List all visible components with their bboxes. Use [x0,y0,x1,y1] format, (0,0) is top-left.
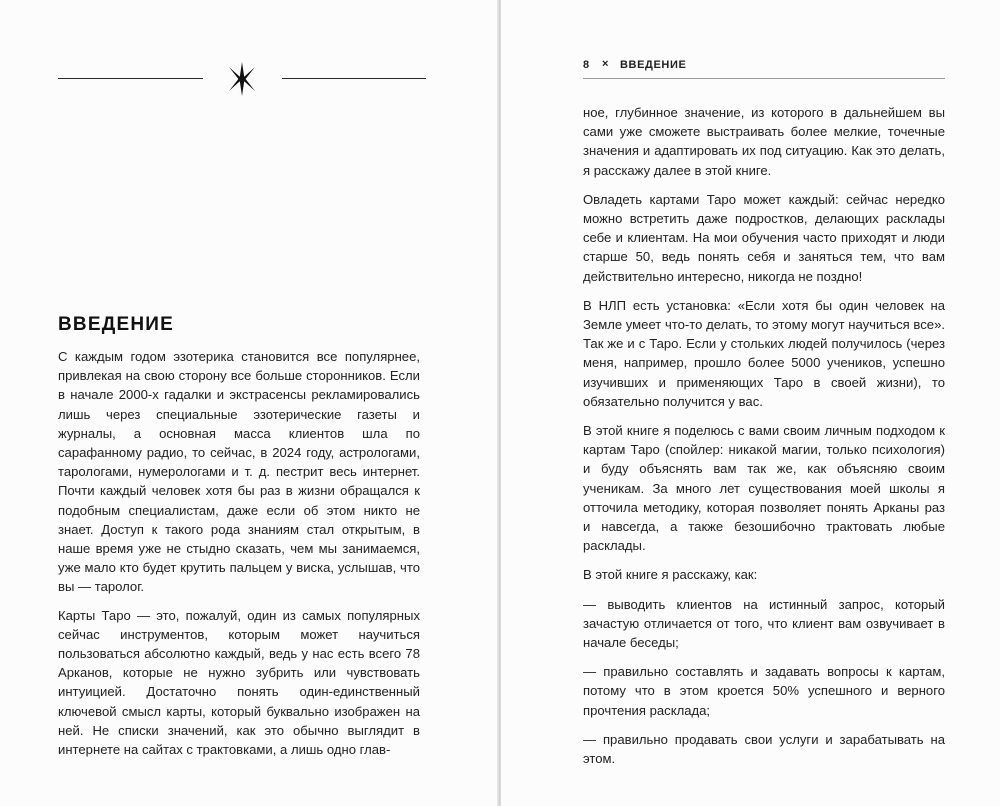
list-item: — выводить клиентов на истинный запрос, который зачастую отличается от того, что клиент вам озвучивает в начале беседы; [583,596,945,651]
chapter-title: ВВЕДЕНИЕ [58,314,174,335]
page-number: 8 [583,59,590,71]
paragraph: С каждым годом эзотерика становится все популярнее, привлекая на свою сторону все больше сторонников. Если в начале 2000-х гадалки и экстрасенсы рекламировались лишь через специальные эзотерические газеты и журналы, а основная масса клиентов шла по сарафанному радио, то сейчас, в 2024 году, астрологами, тарологами, нумерологами и т. д. пестрит весь интернет. Почти каждый человек хотя бы раз в жизни обращался к подобным специалистам, даже если об этом никто не знает. Доступ к такого рода знаниям стал открытым, в наше время уже не стыдно сказать, чем мы занимаемся, уже мало кто будет крутить пальцем у виска, услышав, что вы — таролог. [58,349,420,595]
chapter-ornament [58,62,426,96]
running-header [583,58,945,79]
paragraph: В этой книге я расскажу, как: [583,567,758,583]
left-page [0,0,499,806]
list-item: — правильно составлять и задавать вопросы к картам, потому что в этом кроется 50% успешного и верного прочтения расклада; [583,664,945,718]
paragraph: Карты Таро — это, пожалуй, один из самых популярных сейчас инструментов, которым может научиться пользоваться абсолютно каждый, ведь у нас есть всего 78 Арканов, которые не нужно зубрить или чувствовать интуицией. Достаточно понять один-единственный ключевой смысл карты, который буквально изображен на ней. Не списки значений, как это обычно выглядит в интернете на сайтах с трактовками, а лишь одно глав- [58,607,420,758]
left-body-text [58,347,420,768]
paragraph: В НЛП есть установка: «Если хотя бы один человек на Земле умеет что-то делать, то этому могут научиться все». Так же и с Таро. Если у стольких людей получилось (через меня, например, прошло более 5000 учеников, успешно изучивших и применяющих Таро в своей жизни), то обязательно получится у вас. [583,297,945,409]
ornament-rule-right [282,78,426,79]
paragraph: ное, глубинное значение, из которого в дальнейшем вы сами уже сможете выстраивать более мелкие, точечные значения и адаптировать их под ситуацию. Как это делать, я расскажу далее в этой книге. [583,105,945,178]
paragraph: В этой книге я поделюсь с вами своим личным подходом к картам Таро (спойлер: никакой магии, только психология) и буду объяснять вам так же, как объясняю своим ученикам. За много лет существования моей школы я отточила методику, которая позволяет понять Арканы раз и навсегда, а также безошибочно трактовать любые расклады. [583,423,945,554]
four-point-star-icon [224,62,260,96]
list-item: — правильно продавать свои услуги и зарабатывать на этом. [583,731,945,767]
right-body-text [583,103,945,778]
paragraph: Овладеть картами Таро может каждый: сейчас нередко можно встретить даже подростков, делающих расклады себе и клиентам. На мои обучения часто приходят и люди старше 50, ведь понять себя и заняться тем, что вам действительно интересно, никогда не поздно! [583,191,945,284]
header-separator: × [602,58,610,70]
ornament-rule-left [58,78,203,79]
running-header-title: ВВЕДЕНИЕ [620,59,687,71]
